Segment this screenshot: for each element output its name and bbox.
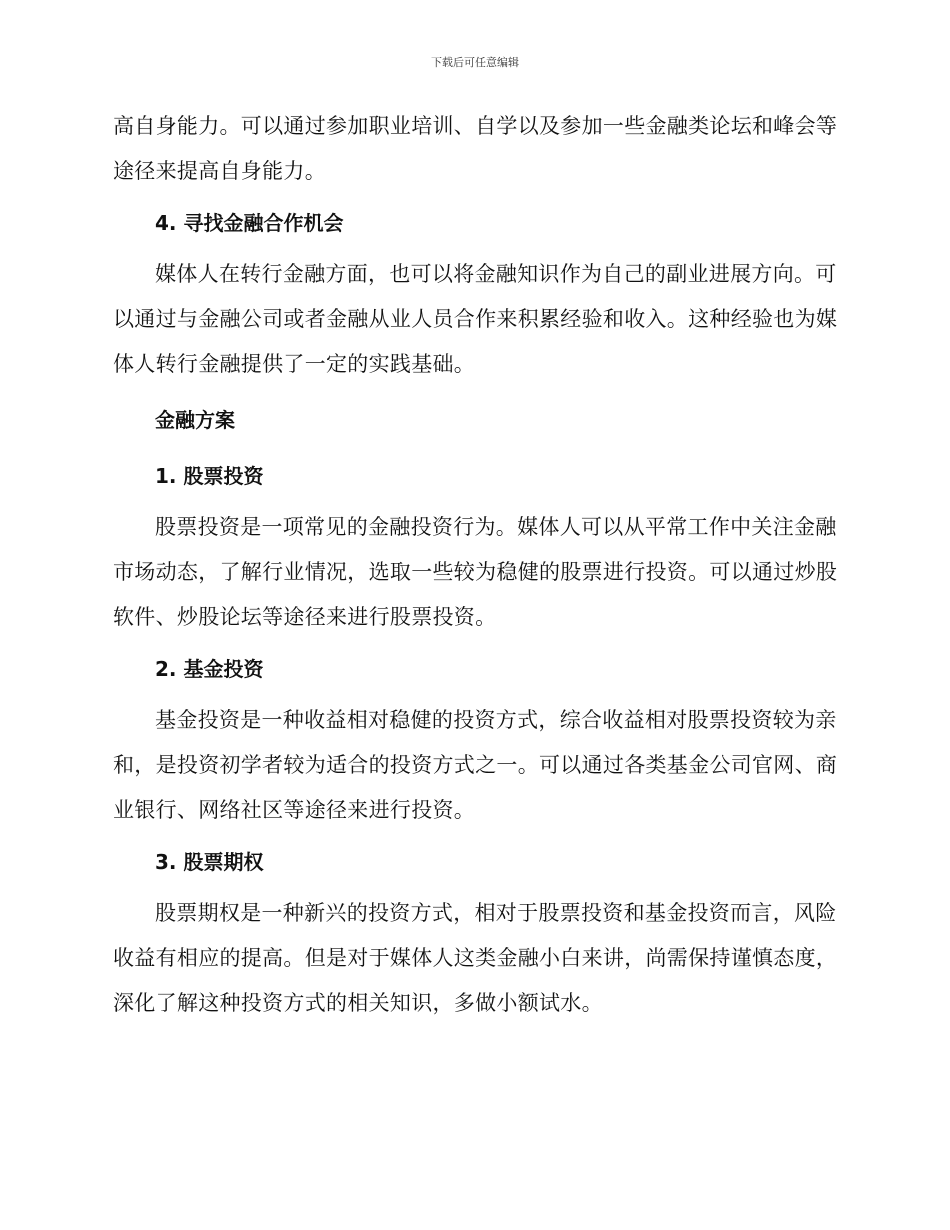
heading-stock-options: 3. 股票期权 <box>155 850 264 874</box>
heading-finance-plan: 金融方案 <box>155 408 235 432</box>
paragraph-continued: 高自身能力。可以通过参加职业培训、自学以及参加一些金融类论坛和峰会等途径来提高自身能力。 <box>113 114 838 183</box>
paragraph-cooperation: 媒体人在转行金融方面，也可以将金融知识作为自己的副业进展方向。可以通过与金融公司或者金融从业人员合作来积累经验和收入。这种经验也为媒体人转行金融提供了一定的实践基础。 <box>113 262 838 376</box>
paragraph-stock-options: 股票期权是一种新兴的投资方式，相对于股票投资和基金投资而言，风险收益有相应的提高。但是对于媒体人这类金融小白来讲，尚需保持谨慎态度，深化了解这种投资方式的相关知识，多做小额试水。 <box>113 901 838 1015</box>
heading-fund-investment: 2. 基金投资 <box>155 657 264 681</box>
document-body <box>113 104 841 1026</box>
paragraph-stock-investment: 股票投资是一项常见的金融投资行为。媒体人可以从平常工作中关注金融市场动态，了解行业情况，选取一些较为稳健的股票进行投资。可以通过炒股软件、炒股论坛等途径来进行股票投资。 <box>113 515 838 629</box>
heading-find-cooperation: 4. 寻找金融合作机会 <box>155 211 344 235</box>
heading-stock-investment: 1. 股票投资 <box>155 464 264 488</box>
paragraph-fund-investment: 基金投资是一种收益相对稳健的投资方式，综合收益相对股票投资较为亲和，是投资初学者较为适合的投资方式之一。可以通过各类基金公司官网、商业银行、网络社区等途径来进行投资。 <box>113 708 838 822</box>
page-header: 下载后可任意编辑 <box>431 56 519 69</box>
